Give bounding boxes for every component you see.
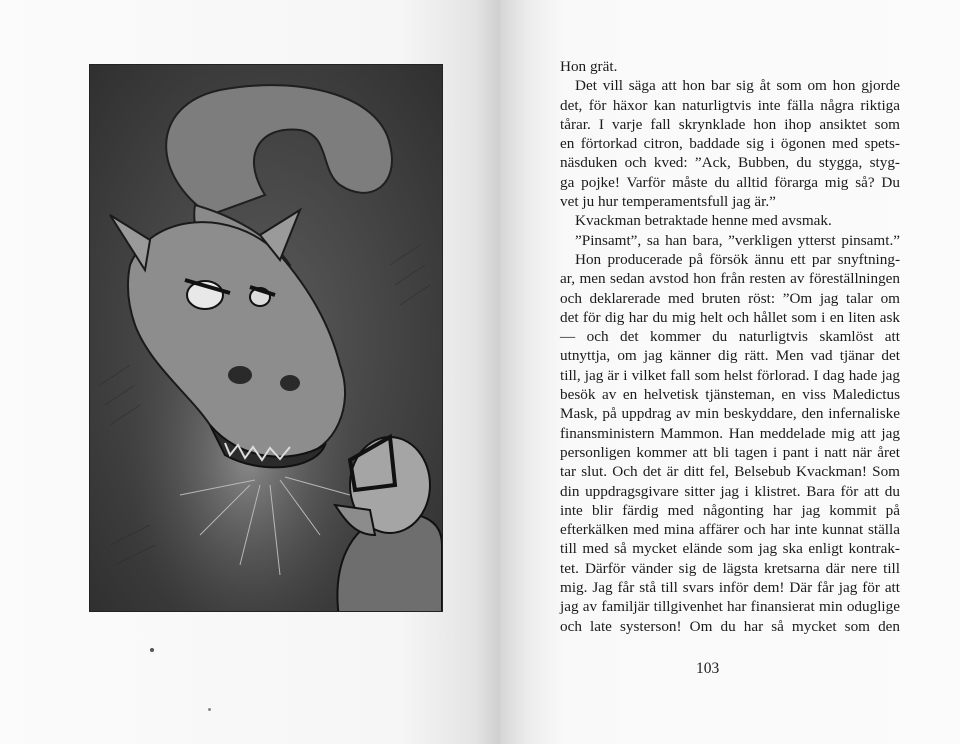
- text-line: tet. Därför vänder sig de lägsta kretsarna där nere till: [560, 559, 900, 577]
- text-line: det, för häxor kan naturligtvis inte fälla några riktiga: [560, 96, 900, 114]
- text-line: mig. Jag får stå till svars inför dem! Där får jag för att: [560, 579, 900, 597]
- illustration: [89, 64, 443, 612]
- text-line: besök av en helvetisk tjänsteman, en viss Maledictus: [560, 386, 900, 404]
- text-line: vet ju hur temperamentsfull jag är.”: [560, 193, 776, 211]
- text-line: och deklarerade med bruten röst: ”Om jag talar om: [560, 289, 900, 307]
- text-line: personligen kommer att bli tagen i pant i natt när året: [560, 443, 900, 461]
- paper-speck: [150, 648, 154, 652]
- text-line: inte blir färdig med någonting har jag kommit på: [560, 501, 900, 519]
- text-line: efterkälken med mina affärer och har inte kunnat ställa: [560, 521, 900, 539]
- body-text: [560, 57, 900, 636]
- page-number: 103: [696, 660, 720, 677]
- text-line: Det vill säga att hon bar sig åt som om hon gjorde: [575, 77, 900, 95]
- text-line: ”Pinsamt”, sa han bara, ”verkligen ytterst pinsamt.”: [575, 231, 900, 249]
- text-line: — och det kommer du naturligtvis skamlöst att: [560, 328, 900, 346]
- text-line: Kvackman betraktade henne med avsmak.: [575, 212, 832, 230]
- text-line: finansministern Mammon. Han meddelade mig att jag: [560, 424, 900, 442]
- text-line: Mask, på uppdrag av min beskyddare, den infernaliske: [560, 405, 900, 423]
- dragon-and-man-illustration: [90, 65, 442, 611]
- text-line: ga pojke! Varför måste du alltid förarga mig så? Du: [560, 173, 900, 191]
- text-line: näsduken och kved: ”Ack, Bubben, du stygga, styg-: [560, 154, 900, 172]
- text-line: och late systerson! Om du har så mycket som den: [560, 617, 900, 635]
- text-line: till med så mycket elände som jag ska enligt kontrak-: [560, 540, 900, 558]
- text-line: ar, men sedan avstod hon från resten av föreställningen: [560, 270, 900, 288]
- text-line: tårar. I varje fall skrynklade hon ihop ansiktet som: [560, 115, 900, 133]
- text-line: tar slut. Och det är ditt fel, Belsebub Kvackman! Som: [560, 463, 900, 481]
- text-line: din uppdragsgivare sitter jag i klistret. Bara för att du: [560, 482, 900, 500]
- text-line: jag av familjär tillgivenhet har finansierat min oduglige: [560, 598, 900, 616]
- paper-speck: [208, 708, 211, 711]
- text-line: det för dig har du mig helt och hållet som i en liten ask: [560, 308, 900, 326]
- text-line: Hon grät.: [560, 58, 618, 75]
- text-line: Hon producerade på försök ännu ett par snyftning-: [575, 250, 900, 268]
- text-line: en förtorkad citron, baddade sig i ögonen med spets-: [560, 135, 900, 153]
- text-line: utnyttja, om jag känner dig rätt. Men vad tjänar det: [560, 347, 900, 365]
- text-line: till, jag är i vilket fall som helst förlorad. I dag hade jag: [560, 366, 900, 384]
